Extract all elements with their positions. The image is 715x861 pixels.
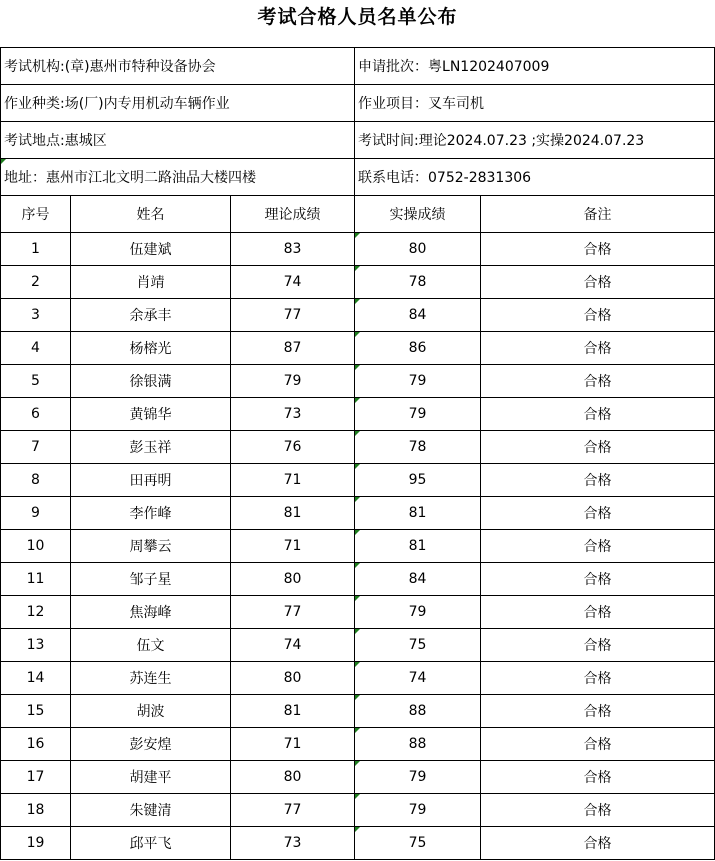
cell-practice-score: 79 — [355, 794, 481, 827]
cell-practice-score: 74 — [355, 662, 481, 695]
cell-seq: 17 — [1, 761, 71, 794]
table-row — [1, 398, 715, 431]
table-row — [1, 794, 715, 827]
info-row-org — [1, 48, 715, 85]
table-row — [1, 299, 715, 332]
header-remark: 备注 — [481, 196, 715, 233]
cell-practice-score: 78 — [355, 266, 481, 299]
cell-remark: 合格 — [481, 662, 715, 695]
cell-remark: 合格 — [481, 233, 715, 266]
address: 地址：惠州市江北文明二路油品大楼四楼 — [1, 159, 355, 196]
cell-seq: 13 — [1, 629, 71, 662]
cell-practice-score: 75 — [355, 629, 481, 662]
cell-seq: 19 — [1, 827, 71, 860]
cell-seq: 10 — [1, 530, 71, 563]
cell-seq: 16 — [1, 728, 71, 761]
exam-location: 考试地点:惠城区 — [1, 122, 355, 159]
cell-name: 邱平飞 — [71, 827, 231, 860]
cell-seq: 5 — [1, 365, 71, 398]
cell-remark: 合格 — [481, 266, 715, 299]
cell-remark: 合格 — [481, 794, 715, 827]
cell-theory-score: 77 — [231, 794, 355, 827]
table-row — [1, 596, 715, 629]
cell-seq: 6 — [1, 398, 71, 431]
table-row — [1, 332, 715, 365]
contact-phone: 联系电话：0752-2831306 — [355, 159, 715, 196]
cell-theory-score: 80 — [231, 563, 355, 596]
cell-seq: 11 — [1, 563, 71, 596]
cell-seq: 12 — [1, 596, 71, 629]
exam-time: 考试时间:理论2024.07.23 ;实操2024.07.23 — [355, 122, 715, 159]
table-row — [1, 563, 715, 596]
cell-theory-score: 81 — [231, 695, 355, 728]
cell-seq: 18 — [1, 794, 71, 827]
cell-practice-score: 84 — [355, 563, 481, 596]
cell-seq: 2 — [1, 266, 71, 299]
cell-name: 余承丰 — [71, 299, 231, 332]
cell-practice-score: 79 — [355, 365, 481, 398]
cell-seq: 3 — [1, 299, 71, 332]
cell-remark: 合格 — [481, 530, 715, 563]
info-row-location — [1, 122, 715, 159]
cell-practice-score: 80 — [355, 233, 481, 266]
table-row — [1, 629, 715, 662]
cell-remark: 合格 — [481, 761, 715, 794]
table-row — [1, 761, 715, 794]
cell-seq: 4 — [1, 332, 71, 365]
cell-theory-score: 87 — [231, 332, 355, 365]
info-row-category — [1, 85, 715, 122]
header-seq: 序号 — [1, 196, 71, 233]
info-row-address — [1, 159, 715, 196]
cell-remark: 合格 — [481, 431, 715, 464]
work-item: 作业项目：叉车司机 — [355, 85, 715, 122]
cell-remark: 合格 — [481, 398, 715, 431]
cell-seq: 15 — [1, 695, 71, 728]
cell-seq: 14 — [1, 662, 71, 695]
cell-name: 焦海峰 — [71, 596, 231, 629]
cell-remark: 合格 — [481, 332, 715, 365]
cell-practice-score: 81 — [355, 497, 481, 530]
cell-practice-score: 75 — [355, 827, 481, 860]
cell-name: 伍文 — [71, 629, 231, 662]
cell-theory-score: 71 — [231, 530, 355, 563]
cell-remark: 合格 — [481, 629, 715, 662]
cell-theory-score: 73 — [231, 398, 355, 431]
cell-remark: 合格 — [481, 695, 715, 728]
cell-theory-score: 77 — [231, 596, 355, 629]
table-row — [1, 530, 715, 563]
table-row — [1, 695, 715, 728]
cell-theory-score: 76 — [231, 431, 355, 464]
header-practice: 实操成绩 — [355, 196, 481, 233]
cell-name: 苏连生 — [71, 662, 231, 695]
cell-name: 肖靖 — [71, 266, 231, 299]
cell-practice-score: 88 — [355, 695, 481, 728]
cell-name: 黄锦华 — [71, 398, 231, 431]
table-row — [1, 827, 715, 860]
cell-practice-score: 79 — [355, 596, 481, 629]
cell-theory-score: 81 — [231, 497, 355, 530]
table-row — [1, 266, 715, 299]
cell-theory-score: 74 — [231, 266, 355, 299]
cell-name: 彭玉祥 — [71, 431, 231, 464]
cell-remark: 合格 — [481, 728, 715, 761]
cell-seq: 7 — [1, 431, 71, 464]
cell-remark: 合格 — [481, 497, 715, 530]
cell-theory-score: 77 — [231, 299, 355, 332]
work-category: 作业种类:场(厂)内专用机动车辆作业 — [1, 85, 355, 122]
cell-remark: 合格 — [481, 365, 715, 398]
cell-name: 周攀云 — [71, 530, 231, 563]
header-name: 姓名 — [71, 196, 231, 233]
table-row — [1, 365, 715, 398]
table-row — [1, 464, 715, 497]
results-table — [0, 47, 715, 860]
table-row — [1, 431, 715, 464]
cell-name: 彭安煌 — [71, 728, 231, 761]
cell-name: 徐银满 — [71, 365, 231, 398]
cell-remark: 合格 — [481, 596, 715, 629]
cell-theory-score: 74 — [231, 629, 355, 662]
cell-theory-score: 71 — [231, 728, 355, 761]
cell-practice-score: 79 — [355, 398, 481, 431]
cell-practice-score: 95 — [355, 464, 481, 497]
cell-practice-score: 84 — [355, 299, 481, 332]
cell-name: 李作峰 — [71, 497, 231, 530]
cell-practice-score: 79 — [355, 761, 481, 794]
apply-batch: 申请批次：粤LN1202407009 — [355, 48, 715, 85]
exam-org: 考试机构:(章)惠州市特种设备协会 — [1, 48, 355, 85]
table-row — [1, 233, 715, 266]
cell-practice-score: 78 — [355, 431, 481, 464]
table-header-row — [1, 196, 715, 233]
cell-seq: 1 — [1, 233, 71, 266]
cell-remark: 合格 — [481, 464, 715, 497]
cell-remark: 合格 — [481, 827, 715, 860]
cell-theory-score: 71 — [231, 464, 355, 497]
cell-practice-score: 86 — [355, 332, 481, 365]
cell-name: 胡波 — [71, 695, 231, 728]
cell-theory-score: 79 — [231, 365, 355, 398]
table-row — [1, 497, 715, 530]
cell-remark: 合格 — [481, 563, 715, 596]
cell-seq: 9 — [1, 497, 71, 530]
cell-name: 田再明 — [71, 464, 231, 497]
cell-theory-score: 83 — [231, 233, 355, 266]
cell-practice-score: 81 — [355, 530, 481, 563]
cell-name: 伍建斌 — [71, 233, 231, 266]
cell-seq: 8 — [1, 464, 71, 497]
cell-theory-score: 80 — [231, 662, 355, 695]
cell-theory-score: 80 — [231, 761, 355, 794]
cell-name: 胡建平 — [71, 761, 231, 794]
table-row — [1, 728, 715, 761]
cell-name: 杨榕光 — [71, 332, 231, 365]
cell-name: 邹子星 — [71, 563, 231, 596]
results-table-body — [1, 48, 715, 860]
cell-remark: 合格 — [481, 299, 715, 332]
cell-name: 朱键清 — [71, 794, 231, 827]
table-row — [1, 662, 715, 695]
cell-practice-score: 88 — [355, 728, 481, 761]
header-theory: 理论成绩 — [231, 196, 355, 233]
page-title: 考试合格人员名单公布 — [257, 6, 458, 28]
cell-theory-score: 73 — [231, 827, 355, 860]
